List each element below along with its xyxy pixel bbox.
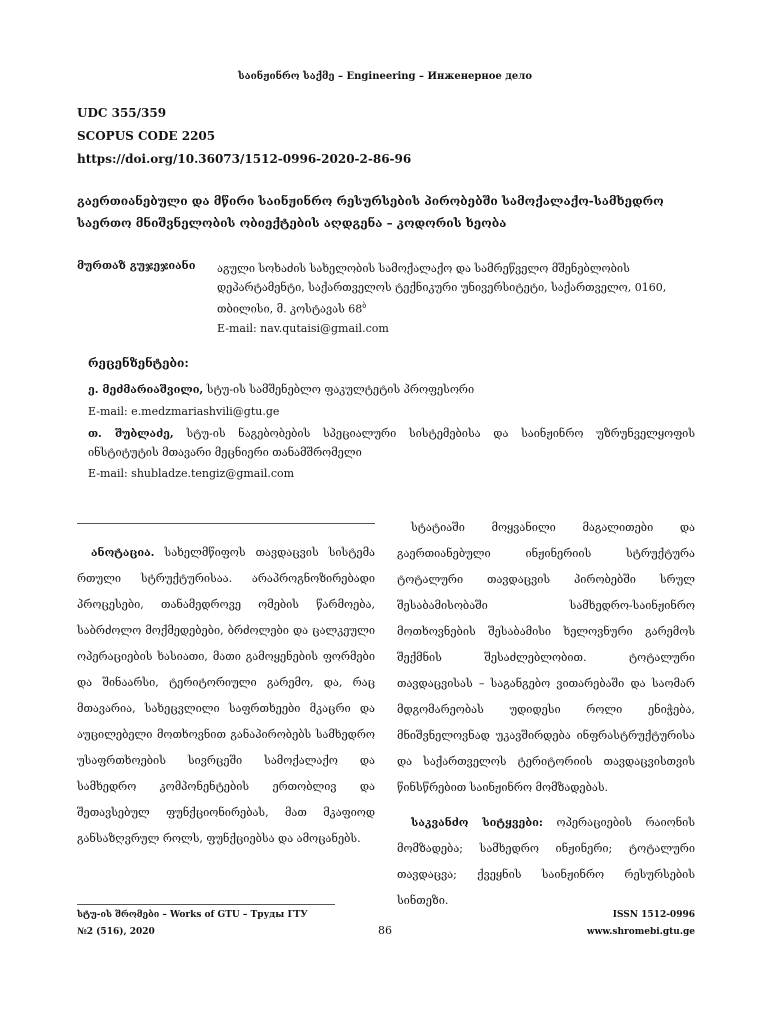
author-email[interactable]: E-mail: nav.qutaisi@gmail.com [217, 321, 389, 335]
keywords-text: ოპერაციების რაიონის მომზადება; სამხედრო ინჟინერი; ტოტალური თავდაცვა; ქვეყნის საინჟინრო რესურსების სინთეზი. [397, 816, 695, 907]
footer-issue: №2 (516), 2020 [77, 927, 155, 937]
reviewer-1-desc: სტუ-ის სამშენებლო ფაკულტეტის პროფესორი [203, 383, 475, 396]
article-title: გაერთიანებული და მწირი საინჟინრო რესურსების პირობებში სამოქალაქო-სამხედრო საერთო მნიშვნელობის ობიექტების აღდგენა – კოდორის ხეობა [77, 194, 664, 230]
running-header: საინჟინრო საქმე – Engineering – Инженерное дело [238, 71, 532, 82]
reviewer-2-desc: სტუ-ის ნაგებობების სპეციალური სისტემებისა და საინჟინრო უზრუნველყოფის ინსტიტუტის მთავარი მეცნიერი თანამშრომელი [88, 427, 695, 459]
page-number: 86 [378, 924, 392, 937]
footer-website[interactable]: www.shromebi.gtu.ge [586, 927, 695, 937]
reviewer-1-name: ე. მეძმარიაშვილი, [88, 383, 204, 396]
reviewer-2-name: თ. შუბლაძე, [88, 427, 174, 440]
scopus-code: SCOPUS CODE 2205 [77, 129, 216, 143]
author-affiliation [217, 259, 695, 338]
abstract [77, 540, 375, 852]
affiliation-line: თბილისი, მ. კოსტავას $68^ბ$ [217, 302, 367, 316]
footer-journal: სტუ-ის შრომები – Works of GTU – Труды ГТУ [77, 910, 308, 920]
keywords-label: საკვანძო სიტყვები: [411, 816, 543, 829]
reviewer-1 [88, 380, 695, 399]
doi-link[interactable]: https://doi.org/10.36073/1512-0996-2020-2-86-96 [77, 152, 412, 166]
abstract-continuation [397, 515, 695, 801]
reviewer-1-email[interactable]: E-mail: e.medzmariashvili@gtu.ge [88, 405, 280, 418]
abstract-continuation-text: სტატიაში მოყვანილი მაგალითები და გაერთიანებული ინჟინერიის სტრუქტურა ტოტალური თავდაცვის პირობებში სრულ შესაბამისობაში სამხედრო-საინჟინრო მოთხოვნების შესაბამისი ხელოვნური გარემოს შექმნის შესაძლებლობით. ტოტალური თავდაცვისას – საგანგებო ვითარებაში და საომარ მდგომარეობას უდიდესი როლი ენიჭება, მნიშვნელოვნად უკავშირდება ინფრასტრუქტურისა და საქართველოს ტერიტორიის თავდაცვისთვის წინსწრებით საინჟინრო მომზადებას. [397, 521, 695, 794]
udc-code: UDC 355/359 [77, 106, 167, 120]
keywords [397, 810, 695, 914]
abstract-text: სახელმწიფოს თავდაცვის სისტემა რთული სტრუქტურისაა. არაპროგნოზირებადი პროცესები, თანამედროვე ომების წარმოება, საბრძოლო მოქმედებები, ბრძოლები და ცალკეული ოპერაციების ხასიათი, მათი გამოყენების ფორმები და შინაარსი, ტერიტორიული გარემო, და, რაც მთავარია, სახეცვლილი საფრთხეები მკაცრი და აუცილებელი მოთხოვნით განაპირობებს სამხედრო უსაფრთხოების სივრცეში სამოქალაქო და სამხედრო კომპონენტების ერთობლივ და შეთავსებულ ფუნქციონირებას, მათ მკაფიოდ განსაზღვრულ როლს, ფუნქციებსა და ამოცანებს. [77, 546, 375, 845]
footer-issn: ISSN 1512-0996 [612, 910, 695, 920]
abstract-label: ანოტაცია. [91, 546, 155, 559]
reviewer-2-email[interactable]: E-mail: shubladze.tengiz@gmail.com [88, 467, 295, 480]
author-name: მურთაზ გუჯეჯიანი [77, 259, 196, 272]
affiliation-line: აგული სოხაძის სახელობის სამოქალაქო და სამრეწველო მშენებლობის [217, 262, 630, 275]
footer-divider [77, 904, 335, 905]
section-divider [77, 523, 375, 524]
reviewers-heading: რეცენზენტები: [88, 356, 189, 370]
affiliation-line: დეპარტამენტი, საქართველოს ტექნიკური უნივერსიტეტი, საქართველო, 0160, [217, 281, 667, 294]
reviewer-2 [88, 424, 695, 462]
